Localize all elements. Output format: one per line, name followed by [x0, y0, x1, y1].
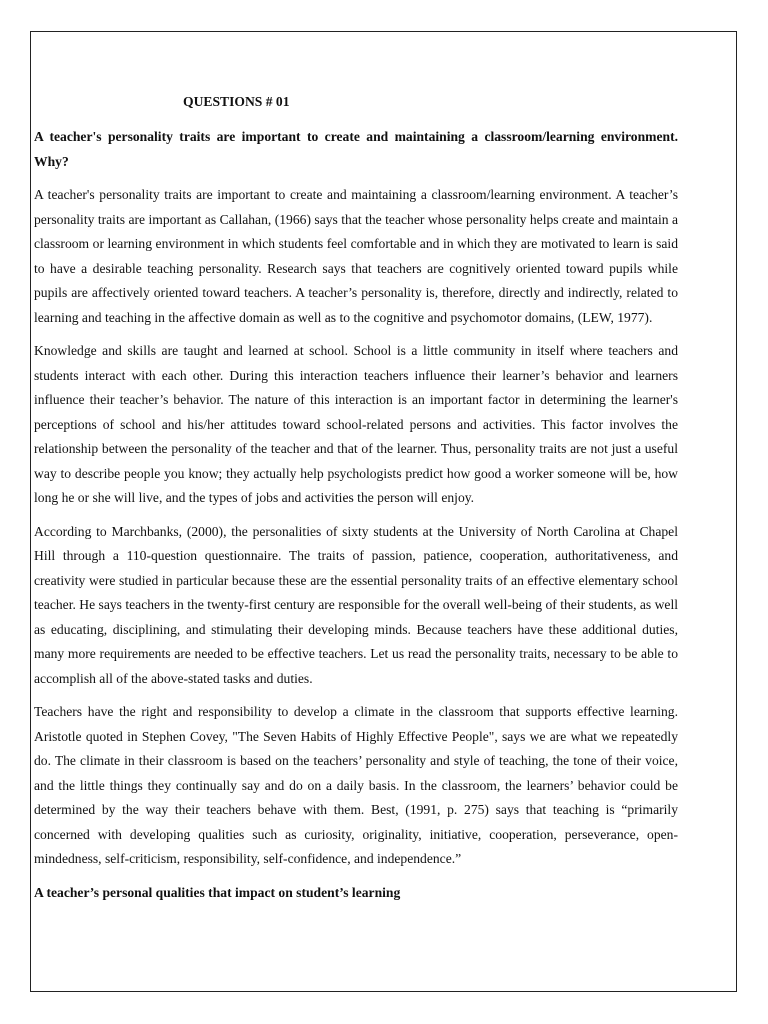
- question-text: A teacher's personality traits are important to create and maintaining a classroom/learning environment. Why?: [34, 129, 678, 169]
- paragraph-1: A teacher's personality traits are important to create and maintaining a classroom/learning environment. A teacher’s personality traits are important as Callahan, (1966) says that the teacher whose personality helps create and maintain a classroom or learning environment in which students feel comfortable and in which they are motivated to learn is said to have a desirable teaching personality. Research says that teachers are cognitively oriented toward pupils while pupils are affectively oriented toward teachers. A teacher’s personality is, therefore, directly and indirectly, related to learning and teaching in the affective domain as well as to the cognitive and psychomotor domains, (LEW, 1977).: [34, 187, 678, 325]
- paragraph-4: Teachers have the right and responsibility to develop a climate in the classroom that supports effective learning. Aristotle quoted in Stephen Covey, "The Seven Habits of Highly Effective People", says we are what we repeatedly do. The climate in their classroom is based on the teachers’ personality and style of teaching, the tone of their voice, and the little things they continually say and do on a daily basis. In the classroom, the learners’ behavior could be determined by the way their teachers behave with them. Best, (1991, p. 275) says that teaching is “primarily concerned with developing qualities such as curiosity, originality, initiative, cooperation, perseverance, open-mindedness, self-criticism, responsibility, self-confidence, and independence.”: [34, 704, 678, 866]
- question-heading: QUESTIONS # 01: [183, 94, 290, 109]
- document-body: [34, 93, 678, 905]
- section-subheading: A teacher’s personal qualities that impact on student’s learning: [34, 884, 401, 900]
- paragraph-3: According to Marchbanks, (2000), the personalities of sixty students at the University of North Carolina at Chapel Hill through a 110-question questionnaire. The traits of passion, patience, cooperation, authoritativeness, and creativity were studied in particular because these are the essential personality traits of an effective elementary school teacher. He says teachers in the twenty-first century are responsible for the overall well-being of their students, as well as educating, disciplining, and stimulating their developing minds. Because teachers have these additional duties, many more requirements are needed to be effective teachers. Let us read the personality traits, necessary to be able to accomplish all of the above-stated tasks and duties.: [34, 523, 678, 686]
- paragraph-2: Knowledge and skills are taught and learned at school. School is a little community in itself where teachers and students interact with each other. During this interaction teachers influence their learner’s behavior and learners influence their teacher’s behavior. The nature of this interaction is an important factor in determining the learner's perceptions of school and his/her attitudes toward school-related persons and activities. This factor involves the relationship between the personality of the teacher and that of the learner. Thus, personality traits are not just a useful way to describe people you know; they actually help psychologists predict how good a worker someone will be, how long he or she will live, and the types of jobs and activities the person will enjoy.: [34, 343, 678, 505]
